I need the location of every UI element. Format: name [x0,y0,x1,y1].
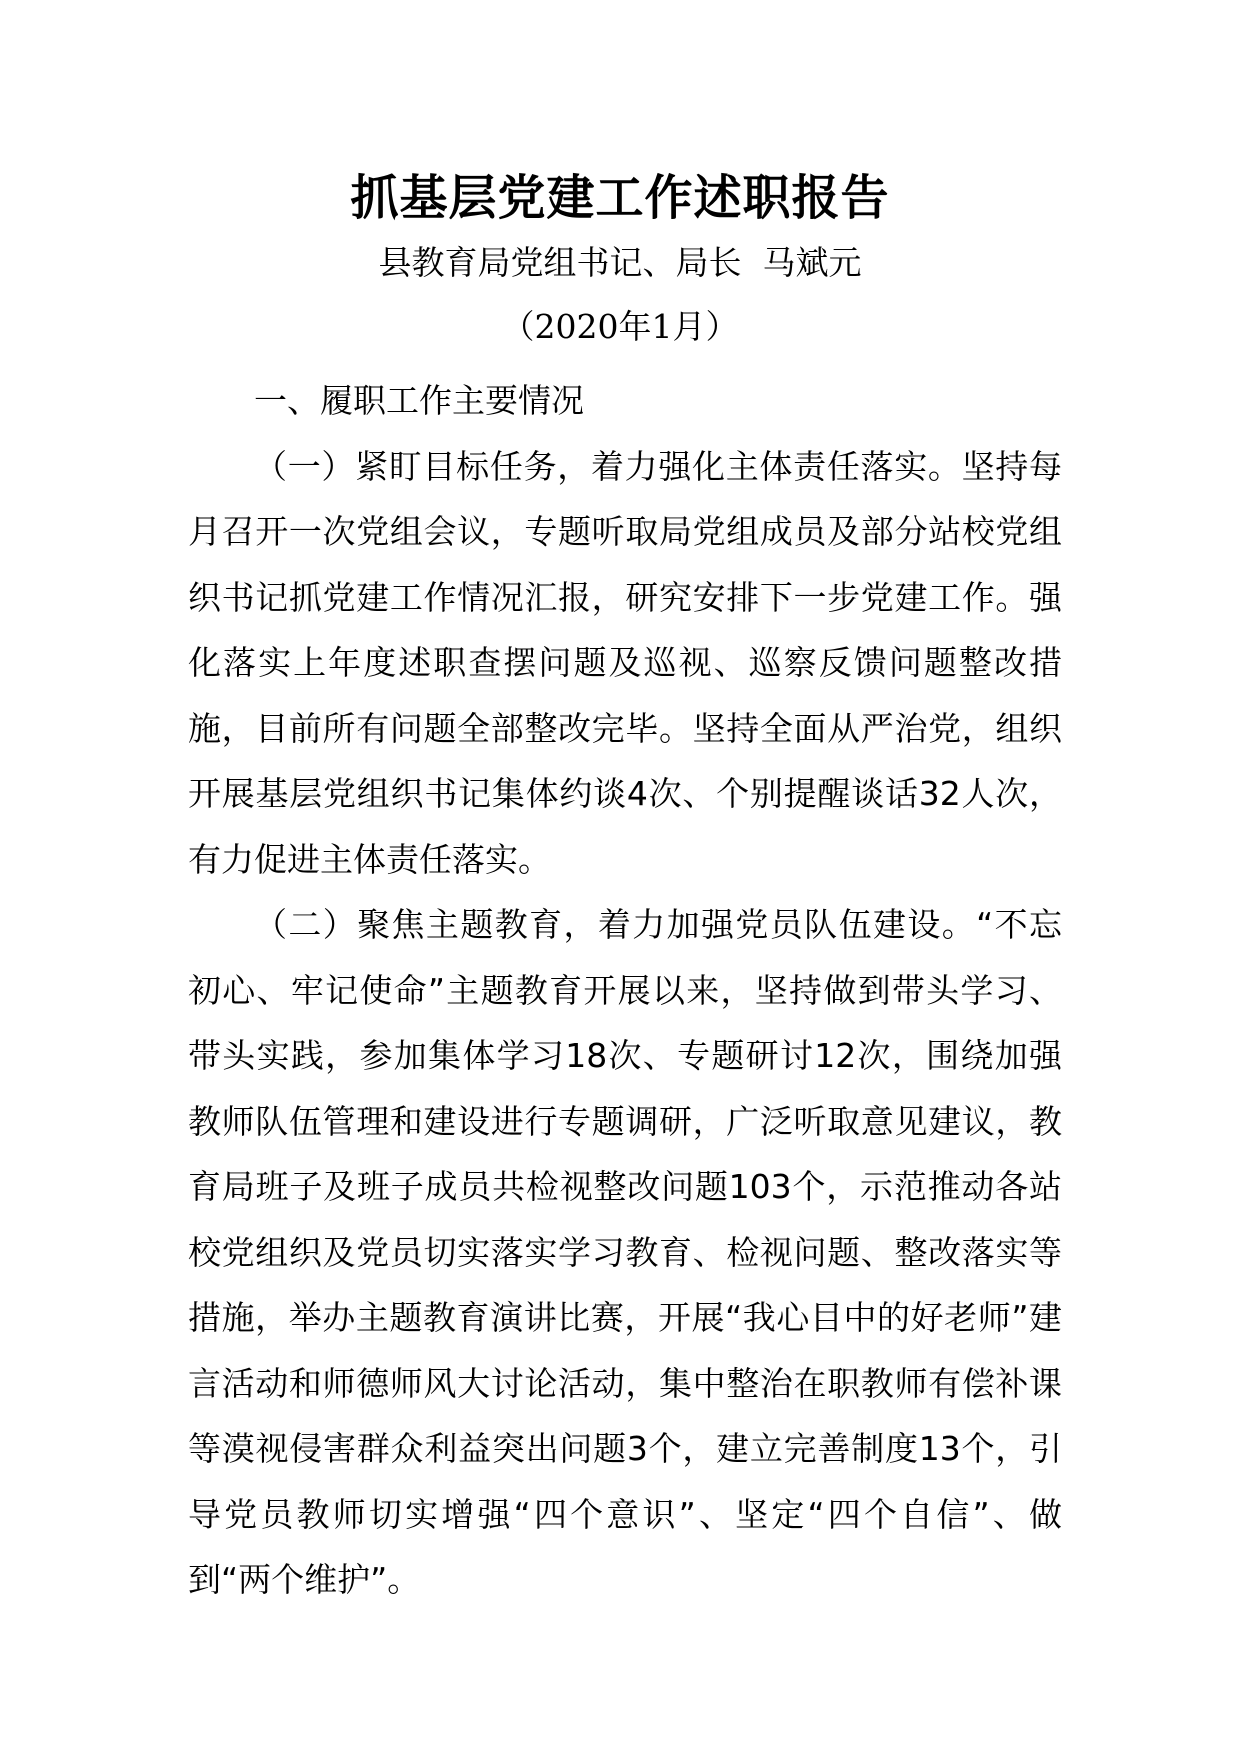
section-heading: 一、履职工作主要情况 [254,381,584,420]
document-author-line: 县教育局党组书记、局长 马斌元 [378,243,862,282]
paragraph-1: （一）紧盯目标任务，着力强化主体责任落实。坚持每月召开一次党组会议，专题听取局党组成员及部分站校党组织书记抓党建工作情况汇报，研究安排下一步党建工作。强化落实上年度述职查摆问题及巡视、巡察反馈问题整改措施，目前所有问题全部整改完毕。坚持全面从严治党，组织开展基层党组织书记集体约谈4次、个别提醒谈话32人次，有力促进主体责任落实。 [188,446,1062,879]
document-body [188,368,1062,1613]
document-title: 抓基层党建工作述职报告 [350,170,890,226]
paragraph-2: （二）聚焦主题教育，着力加强党员队伍建设。“不忘初心、牢记使命”主题教育开展以来，坚持做到带头学习、带头实践，参加集体学习18次、专题研讨12次，围绕加强教师队伍管理和建设进行专题调研，广泛听取意见建议，教育局班子及班子成员共检视整改问题103个，示范推动各站校党组织及党员切实落实学习教育、检视问题、整改落实等措施，举办主题教育演讲比赛，开展“我心目中的好老师”建言活动和师德师风大讨论活动，集中整治在职教师有偿补课等漠视侵害群众利益突出问题3个，建立完善制度13个，引导党员教师切实增强“四个意识”、坚定“四个自信”、做到“两个维护”。 [188,905,1062,1599]
document-date: （2020年1月） [501,307,739,346]
